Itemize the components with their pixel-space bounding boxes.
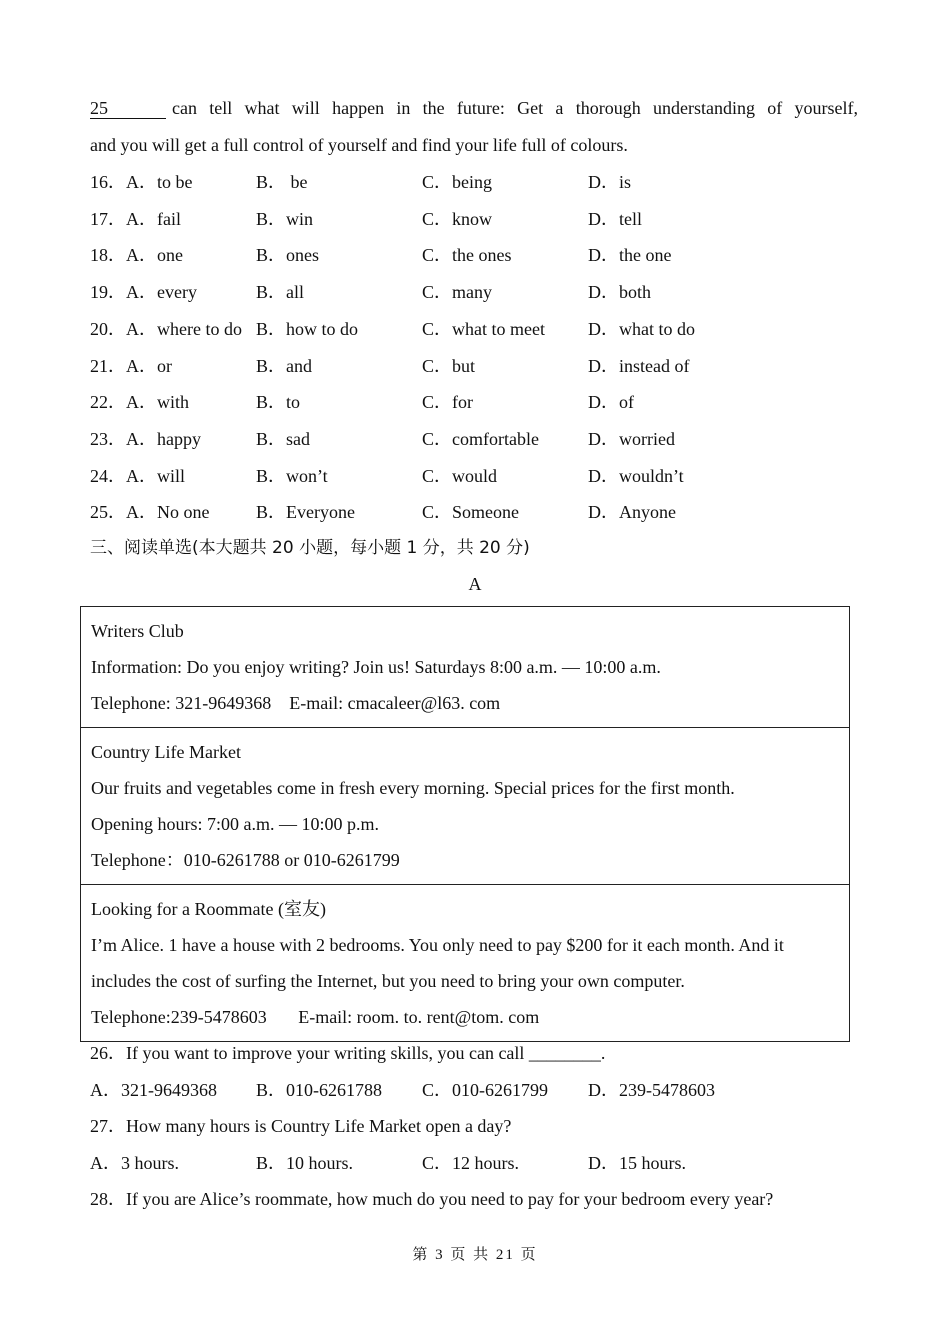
question-27-option-a: A．3 hours.	[90, 1153, 179, 1173]
cloze-option-row	[90, 464, 870, 488]
cloze-option-b: B．Everyone	[256, 502, 355, 523]
cloze-option-b: B．sad	[256, 428, 310, 449]
question-27-option-d: D．15 hours.	[588, 1153, 686, 1173]
cloze-option-a-text: A．with	[126, 392, 189, 413]
question-number: 19．	[90, 282, 126, 303]
cloze-option-a	[90, 464, 185, 488]
cloze-option-row	[90, 317, 870, 341]
ad-country-market	[81, 727, 849, 884]
ad-roommate-desc: I’m Alice. 1 have a house with 2 bedrooms. You only need to pay $200 for it each month. And it includes the cost of surfing the Internet, but you need to bring your own computer.	[91, 935, 784, 991]
cloze-option-row	[90, 390, 870, 414]
ad-writers-club	[81, 607, 849, 727]
question-26-stem: 26．If you want to improve your writing skills, you can call ________.	[90, 1043, 606, 1063]
cloze-option-a	[90, 207, 181, 231]
question-number: 18．	[90, 245, 126, 266]
passage-line-1-text: can tell what will happen in the future: Get a thorough understanding of yourself,	[172, 98, 858, 118]
question-27-options	[90, 1151, 870, 1175]
cloze-option-a-text: A．fail	[126, 208, 181, 229]
cloze-option-d: D．instead of	[588, 355, 690, 376]
ad-market-title: Country Life Market	[91, 742, 241, 762]
cloze-option-a	[90, 317, 242, 341]
cloze-option-a	[90, 354, 172, 378]
cloze-option-d: D．both	[588, 282, 651, 303]
cloze-option-row	[90, 354, 870, 378]
cloze-option-d: D．worried	[588, 428, 675, 449]
question-number: 21．	[90, 355, 126, 376]
cloze-option-c: C．know	[422, 208, 493, 229]
cloze-option-row	[90, 427, 870, 451]
cloze-option-a-text: A．one	[126, 245, 183, 266]
cloze-option-d: D．of	[588, 392, 634, 413]
cloze-option-d: D．tell	[588, 208, 642, 229]
cloze-option-b: B．to	[256, 392, 301, 413]
passage-line-2: and you will get a full control of yourself and find your life full of colours.	[90, 135, 628, 155]
cloze-option-a-text: A．where to do	[126, 318, 242, 339]
cloze-option-row	[90, 500, 870, 524]
cloze-option-a-text: A．No one	[126, 502, 210, 523]
ad-writers-info: Information: Do you enjoy writing? Join us! Saturdays 8:00 a.m. — 10:00 a.m.	[91, 657, 661, 677]
cloze-option-d: D．what to do	[588, 318, 695, 339]
question-27-option-c: C．12 hours.	[422, 1153, 520, 1173]
cloze-option-row	[90, 280, 870, 304]
ad-roommate	[81, 884, 849, 1041]
cloze-option-c: C．being	[422, 172, 492, 192]
question-26-option-c: C．010-6261799	[422, 1080, 548, 1100]
ad-market-desc: Our fruits and vegetables come in fresh every morning. Special prices for the first month.	[91, 778, 735, 798]
cloze-option-b: B．and	[256, 355, 312, 376]
cloze-option-a-text: A．to be	[126, 172, 193, 192]
question-number: 24．	[90, 465, 126, 486]
cloze-option-a	[90, 500, 210, 524]
question-26-option-d: D．239-5478603	[588, 1080, 715, 1100]
question-28-stem: 28．If you are Alice’s roommate, how much do you need to pay for your bedroom every year?	[90, 1189, 774, 1209]
cloze-option-row	[90, 207, 870, 231]
cloze-option-c: C．many	[422, 282, 492, 303]
question-number: 25．	[90, 502, 126, 523]
cloze-option-a-text: A．happy	[126, 428, 201, 449]
cloze-option-d: D．wouldn’t	[588, 465, 684, 486]
question-number: 20．	[90, 318, 126, 339]
cloze-option-b: B． be	[256, 172, 308, 192]
cloze-option-c: C．Someone	[422, 502, 519, 523]
cloze-option-d: D．is	[588, 172, 632, 192]
cloze-option-a	[90, 427, 201, 451]
section-title: 三、阅读单选(本大题共 20 小题，每小题 1 分，共 20 分)	[90, 538, 530, 558]
question-number: 22．	[90, 392, 126, 413]
cloze-blank-25: 25	[90, 98, 166, 119]
cloze-option-c: C．the ones	[422, 245, 512, 266]
cloze-option-b: B．win	[256, 208, 314, 229]
cloze-option-row	[90, 243, 870, 267]
cloze-option-c: C．for	[422, 392, 473, 413]
cloze-option-c: C．but	[422, 355, 476, 376]
passage-letter: A	[468, 574, 482, 594]
cloze-option-a	[90, 170, 193, 194]
question-27-option-b: B．10 hours.	[256, 1153, 354, 1173]
cloze-option-a-text: A．will	[126, 465, 186, 486]
question-27-stem: 27．How many hours is Country Life Market open a day?	[90, 1116, 512, 1136]
ad-writers-title: Writers Club	[91, 621, 184, 641]
ad-roommate-title: Looking for a Roommate (室友)	[91, 899, 326, 919]
cloze-option-b: B．ones	[256, 245, 319, 266]
cloze-option-d: D．Anyone	[588, 502, 676, 523]
cloze-option-a	[90, 280, 197, 304]
cloze-option-a-text: A．or	[126, 355, 172, 376]
cloze-option-row	[90, 170, 870, 194]
question-26-option-b: B．010-6261788	[256, 1080, 382, 1100]
ad-roommate-contact: Telephone:239-5478603 E-mail: room. to. rent@tom. com	[91, 1007, 540, 1027]
passage-line-1	[90, 96, 858, 120]
question-number: 23．	[90, 428, 126, 449]
cloze-option-c: C．what to meet	[422, 318, 545, 339]
cloze-option-a	[90, 243, 183, 267]
cloze-option-b: B．won’t	[256, 465, 328, 486]
ads-table	[80, 606, 850, 1042]
cloze-option-b: B．how to do	[256, 318, 359, 339]
cloze-option-a	[90, 390, 189, 414]
question-number: 17．	[90, 208, 126, 229]
ad-writers-contact: Telephone: 321-9649368 E-mail: cmacaleer@l63. com	[91, 693, 501, 713]
page-footer: 第 3 页 共 21 页	[412, 1247, 538, 1263]
question-26-option-a: A．321-9649368	[90, 1080, 217, 1100]
cloze-option-b: B．all	[256, 282, 304, 303]
cloze-option-d: D．the one	[588, 245, 672, 266]
ad-market-phone: Telephone：010-6261788 or 010-6261799	[91, 850, 400, 870]
ad-market-hours: Opening hours: 7:00 a.m. — 10:00 p.m.	[91, 814, 379, 834]
cloze-option-c: C．comfortable	[422, 428, 539, 449]
question-26-options	[90, 1078, 870, 1102]
cloze-option-a-text: A．every	[126, 282, 197, 303]
cloze-option-c: C．would	[422, 465, 498, 486]
question-number: 16．	[90, 172, 126, 192]
